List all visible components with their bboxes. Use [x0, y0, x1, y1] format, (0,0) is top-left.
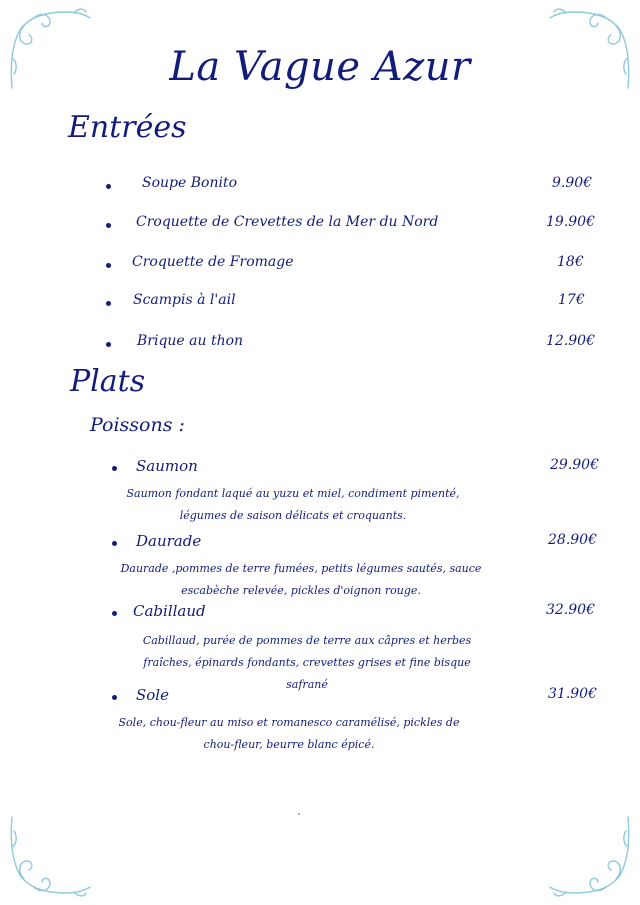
dish-price: 28.90€: [548, 532, 597, 548]
dish-name: Cabillaud: [133, 602, 206, 620]
bullet-icon: [106, 184, 111, 189]
menu-item-name: Scampis à l'ail: [133, 292, 236, 308]
menu-item-price: 19.90€: [546, 214, 595, 230]
menu-item-name: Soupe Bonito: [142, 175, 237, 191]
section-title-entrees: Entrées: [68, 110, 187, 145]
menu-item-price: 12.90€: [546, 333, 595, 349]
menu-item-price: 17€: [558, 292, 585, 308]
dish-name: Daurade: [136, 532, 202, 550]
bullet-icon: [106, 301, 111, 306]
menu-item-name: Croquette de Crevettes de la Mer du Nord: [136, 214, 439, 230]
menu-item: [0, 333, 640, 359]
dish-price: 32.90€: [546, 602, 595, 618]
dish-price: 29.90€: [550, 457, 599, 473]
menu-item: [0, 292, 640, 318]
menu-item: [0, 254, 640, 280]
menu-item-name: Croquette de Fromage: [132, 254, 294, 270]
corner-flourish-icon: [4, 811, 94, 901]
dish-name: Sole: [136, 686, 169, 704]
bullet-icon: [112, 695, 117, 700]
bullet-icon: [112, 466, 117, 471]
bullet-icon: [106, 342, 111, 347]
dish-description: Daurade ,pommes de terre fumées, petits légumes sautés, sauce escabèche relevée, pickles d'oignon rouge.: [120, 562, 482, 597]
restaurant-name: La Vague Azur: [169, 44, 471, 90]
decorative-dot: [298, 813, 300, 815]
dish-name: Saumon: [136, 457, 198, 475]
dish-description: Saumon fondant laqué au yuzu et miel, condiment pimenté, légumes de saison délicats et croquants.: [126, 487, 460, 522]
subsection-title-poissons: Poissons :: [90, 414, 185, 436]
menu-item: [0, 214, 640, 240]
bullet-icon: [106, 263, 111, 268]
dish-description: Cabillaud, purée de pommes de terre aux câpres et herbes fraîches, épinards fondants, crevettes grises et fine bisque safrané: [142, 634, 472, 691]
bullet-icon: [106, 223, 111, 228]
corner-flourish-icon: [546, 811, 636, 901]
section-title-plats: Plats: [70, 364, 146, 399]
bullet-icon: [112, 611, 117, 616]
menu-item-name: Brique au thon: [137, 333, 244, 349]
dish-price: 31.90€: [548, 686, 597, 702]
menu-item: [0, 175, 640, 201]
bullet-icon: [112, 541, 117, 546]
menu-item-price: 9.90€: [552, 175, 593, 191]
dish-description: Sole, chou-fleur au miso et romanesco caramélisé, pickles de chou-fleur, beurre blanc épicé.: [118, 716, 460, 751]
menu-item-price: 18€: [557, 254, 584, 270]
